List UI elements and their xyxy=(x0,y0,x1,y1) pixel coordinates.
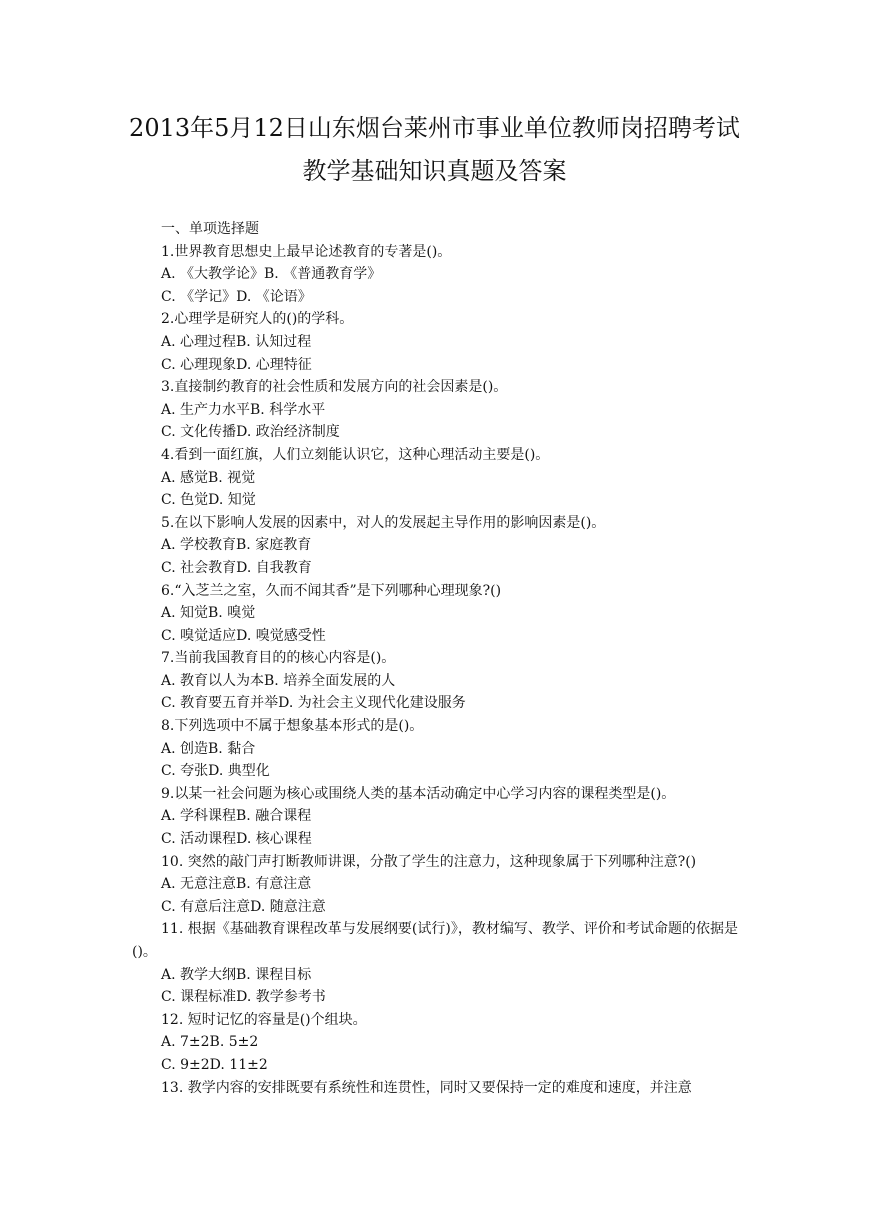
question-options: C. 嗅觉适应D. 嗅觉感受性 xyxy=(161,627,326,644)
question-stem: 8.下列选项中不属于想象基本形式的是()。 xyxy=(161,718,424,735)
question-options: A. 《大教学论》B. 《普通教育学》 xyxy=(161,266,382,283)
question-stem: 2.心理学是研究人的()的学科。 xyxy=(161,311,354,328)
question-stem: 6.“入芝兰之室，久而不闻其香”是下列哪种心理现象?() xyxy=(161,582,502,599)
question-options: A. 知觉B. 嗅觉 xyxy=(161,605,256,622)
question-options: C. 教育要五育并举D. 为社会主义现代化建设服务 xyxy=(161,695,466,712)
question-options: C. 社会教育D. 自我教育 xyxy=(161,559,312,576)
question-options: C. 文化传播D. 政治经济制度 xyxy=(161,424,340,441)
question-stem: 10. 突然的敲门声打断教师讲课，分散了学生的注意力，这种现象属于下列哪种注意?() xyxy=(161,853,697,870)
question-options: A. 学科课程B. 融合课程 xyxy=(161,808,312,825)
question-options: C. 色觉D. 知觉 xyxy=(161,492,256,509)
question-options: C. 《学记》D. 《论语》 xyxy=(161,288,312,305)
question-stem: 9.以某一社会问题为核心或围绕人类的基本活动确定中心学习内容的课程类型是()。 xyxy=(161,785,676,802)
question-stem: 11. 根据《基础教育课程改革与发展纲要(试行)》，教材编写、教学、评价和考试命题的依据是()。 xyxy=(132,921,738,960)
question-options: A. 创造B. 黏合 xyxy=(161,740,256,757)
question-stem: 7.当前我国教育目的的核心内容是()。 xyxy=(161,650,396,667)
question-options: A. 7±2B. 5±2 xyxy=(161,1034,259,1051)
question-options: A. 教育以人为本B. 培养全面发展的人 xyxy=(161,672,396,689)
question-options: C. 9±2D. 11±2 xyxy=(161,1056,268,1073)
question-options: C. 夸张D. 典型化 xyxy=(161,763,270,780)
section-heading: 一、单项选择题 xyxy=(161,221,259,237)
question-stem: 3.直接制约教育的社会性质和发展方向的社会因素是()。 xyxy=(161,379,508,396)
question-stem: 4.看到一面红旗，人们立刻能认识它，这种心理活动主要是()。 xyxy=(161,446,550,463)
question-options: A. 教学大纲B. 课程目标 xyxy=(161,966,312,983)
question-options: A. 心理过程B. 认知过程 xyxy=(161,333,312,350)
question-options: A. 无意注意B. 有意注意 xyxy=(161,876,312,893)
question-options: C. 有意后注意D. 随意注意 xyxy=(161,898,326,915)
question-options: C. 活动课程D. 核心课程 xyxy=(161,831,312,848)
question-options: A. 学校教育B. 家庭教育 xyxy=(161,537,312,554)
question-stem: 5.在以下影响人发展的因素中，对人的发展起主导作用的影响因素是()。 xyxy=(161,514,606,531)
document-title-line1: 2013年5月12日山东烟台莱州市事业单位教师岗招聘考试 xyxy=(129,114,740,142)
question-options: A. 生产力水平B. 科学水平 xyxy=(161,401,326,418)
document-title-line2: 教学基础知识真题及答案 xyxy=(302,157,567,185)
question-options: C. 心理现象D. 心理特征 xyxy=(161,356,312,373)
question-stem: 1.世界教育思想史上最早论述教育的专著是()。 xyxy=(161,243,452,260)
question-options: C. 课程标准D. 教学参考书 xyxy=(161,989,326,1006)
document-body xyxy=(132,218,742,1099)
question-stem: 12. 短时记忆的容量是()个组块。 xyxy=(161,1011,367,1028)
question-options: A. 感觉B. 视觉 xyxy=(161,469,256,486)
question-stem: 13. 教学内容的安排既要有系统性和连贯性，同时又要保持一定的难度和速度，并注意 xyxy=(161,1079,692,1096)
